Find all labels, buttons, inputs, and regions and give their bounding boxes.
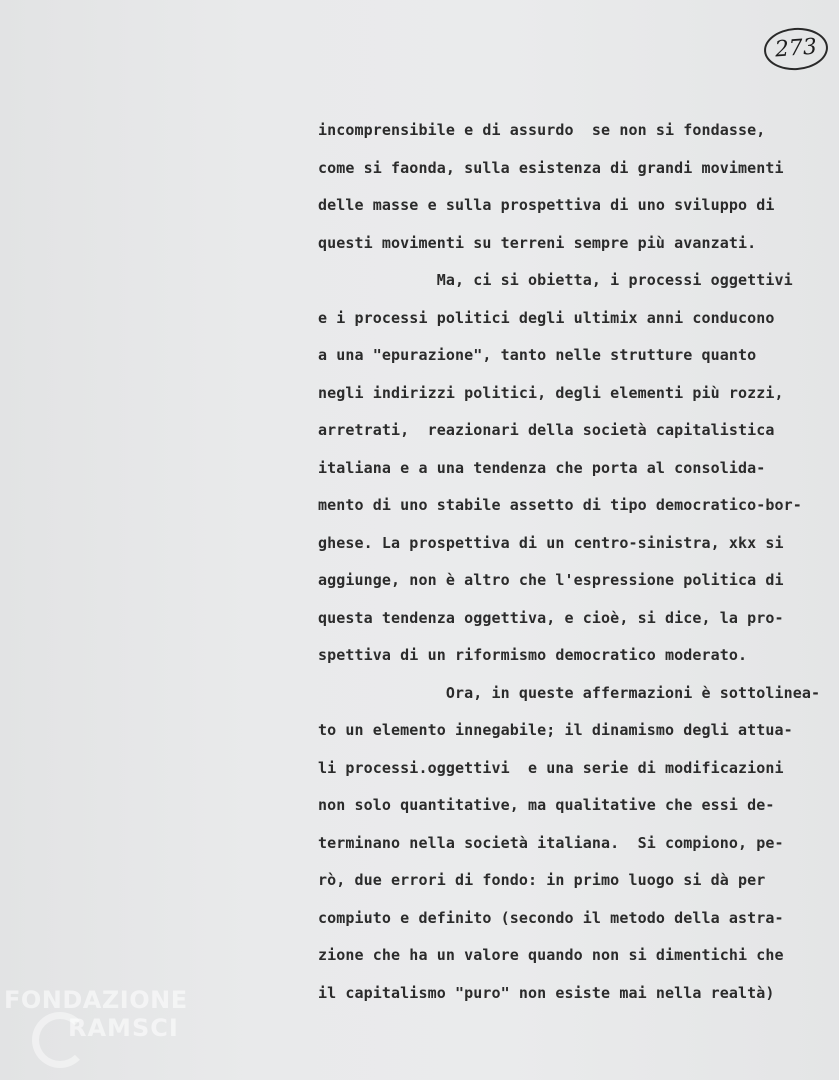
text-line: compiuto e definito (secondo il metodo della astra- <box>318 908 784 927</box>
page-number: 273 <box>763 26 830 72</box>
text-line: il capitalismo "puro" non esiste mai nella realtà) <box>318 983 775 1002</box>
text-line: arretrati, reazionari della società capitalistica <box>318 421 775 439</box>
text-line: mento di uno stabile assetto di tipo democratico-bor- <box>318 496 802 514</box>
text-line: non solo quantitative, ma qualitative che essi de- <box>318 796 775 814</box>
text-line: zione che ha un valore quando non si dimentichi che <box>318 946 784 964</box>
text-line: aggiunge, non è altro che l'espressione politica di <box>318 571 784 589</box>
text-line: ghese. La prospettiva di un centro-sinistra, xkx si <box>318 533 784 552</box>
text-line: italiana e a una tendenza che porta al consolida- <box>318 458 766 477</box>
watermark-line-1: FONDAZIONE <box>4 986 188 1014</box>
text-line: a una "epurazione", tanto nelle strutture quanto <box>318 346 757 364</box>
watermark-line-2: RAMSCI <box>68 1014 179 1042</box>
text-line: delle masse e sulla prospettiva di uno sviluppo di <box>318 196 775 214</box>
text-line: spettiva di un riformismo democratico moderato. <box>318 646 748 664</box>
text-line: negli indirizzi politici, degli elementi più rozzi, <box>318 383 784 402</box>
text-line: Ma, ci si obietta, i processi oggettivi <box>318 271 793 289</box>
text-line: terminano nella società italiana. Si compiono, pe- <box>318 833 784 852</box>
text-line: come si faonda, sulla esistenza di grandi movimenti <box>318 158 784 177</box>
text-line: incomprensibile e di assurdo se non si fondasse, <box>318 121 766 139</box>
fondazione-gramsci-watermark <box>4 986 214 1070</box>
text-line: li processi.oggettivi e una serie di modificazioni <box>318 758 784 777</box>
text-line: rò, due errori di fondo: in primo luogo si dà per <box>318 871 766 889</box>
text-line: questa tendenza oggettiva, e cioè, si dice, la pro- <box>318 608 784 627</box>
text-line: e i processi politici degli ultimix anni conducono <box>318 308 775 327</box>
text-line: Ora, in queste affermazioni è sottolinea- <box>318 683 821 702</box>
typed-text-body <box>318 116 838 1016</box>
text-line: to un elemento innegabile; il dinamismo degli attua- <box>318 721 793 739</box>
text-line: questi movimenti su terreni sempre più avanzati. <box>318 233 757 252</box>
